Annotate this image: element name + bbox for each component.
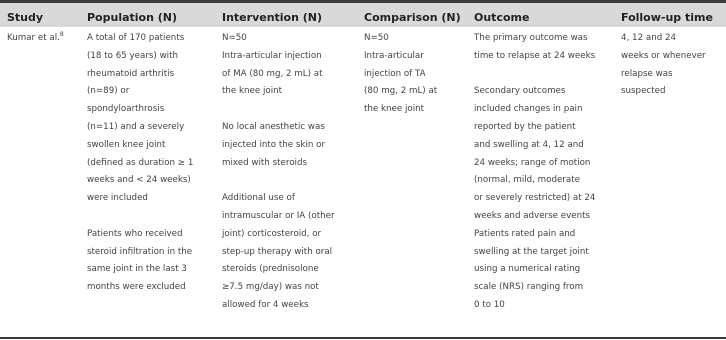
- header-intervention: Intervention (N): [222, 11, 323, 24]
- table-header: [0, 3, 726, 27]
- study-reference: 8: [59, 31, 64, 39]
- header-population: Population (N): [87, 11, 178, 24]
- header-comparison: Comparison (N): [364, 11, 461, 24]
- table-bottom-rule: [0, 337, 726, 339]
- cell-study: [7, 30, 64, 48]
- cell-comparison: N=50 Intra-articular injection of TA (80 mg, 2 mL) at the knee joint: [364, 33, 438, 115]
- cell-followup: 4, 12 and 24 weeks or whenever relapse was suspected: [621, 33, 706, 97]
- study-name: Kumar et al.: [7, 33, 60, 43]
- cell-outcome: The primary outcome was time to relapse at 24 weeks Secondary outcomes included changes in pain reported by the patient and swelling at 4, 12 and 24 weeks; range of motion (normal, mild, moderate or severely restricted) at 24 weeks and adverse events Patients rated pain and swelling at the target joint using a numerical rating scale (NRS) ranging from 0 to 10: [474, 33, 596, 310]
- header-followup: Follow-up time: [621, 11, 713, 24]
- header-study: Study: [7, 11, 44, 24]
- cell-population: A total of 170 patients (18 to 65 years) with rheumatoid arthritis (n=89) or spondyloarthrosis (n=11) and a severely swollen knee joint (defined as duration ≥ 1 weeks and < 24 weeks) were included Patients who received steroid infiltration in the same joint in the last 3 months were excluded: [87, 33, 194, 293]
- header-outcome: Outcome: [474, 11, 530, 24]
- cell-intervention: N=50 Intra-articular injection of MA (80 mg, 2 mL) at the knee joint No local anesthetic was injected into the skin or mixed with steroids Additional use of intramuscular or IA (other joint) corticosteroid, or step-up therapy with oral steroids (prednisolone ≥7.5 mg/day) was not allowed for 4 weeks: [222, 33, 335, 310]
